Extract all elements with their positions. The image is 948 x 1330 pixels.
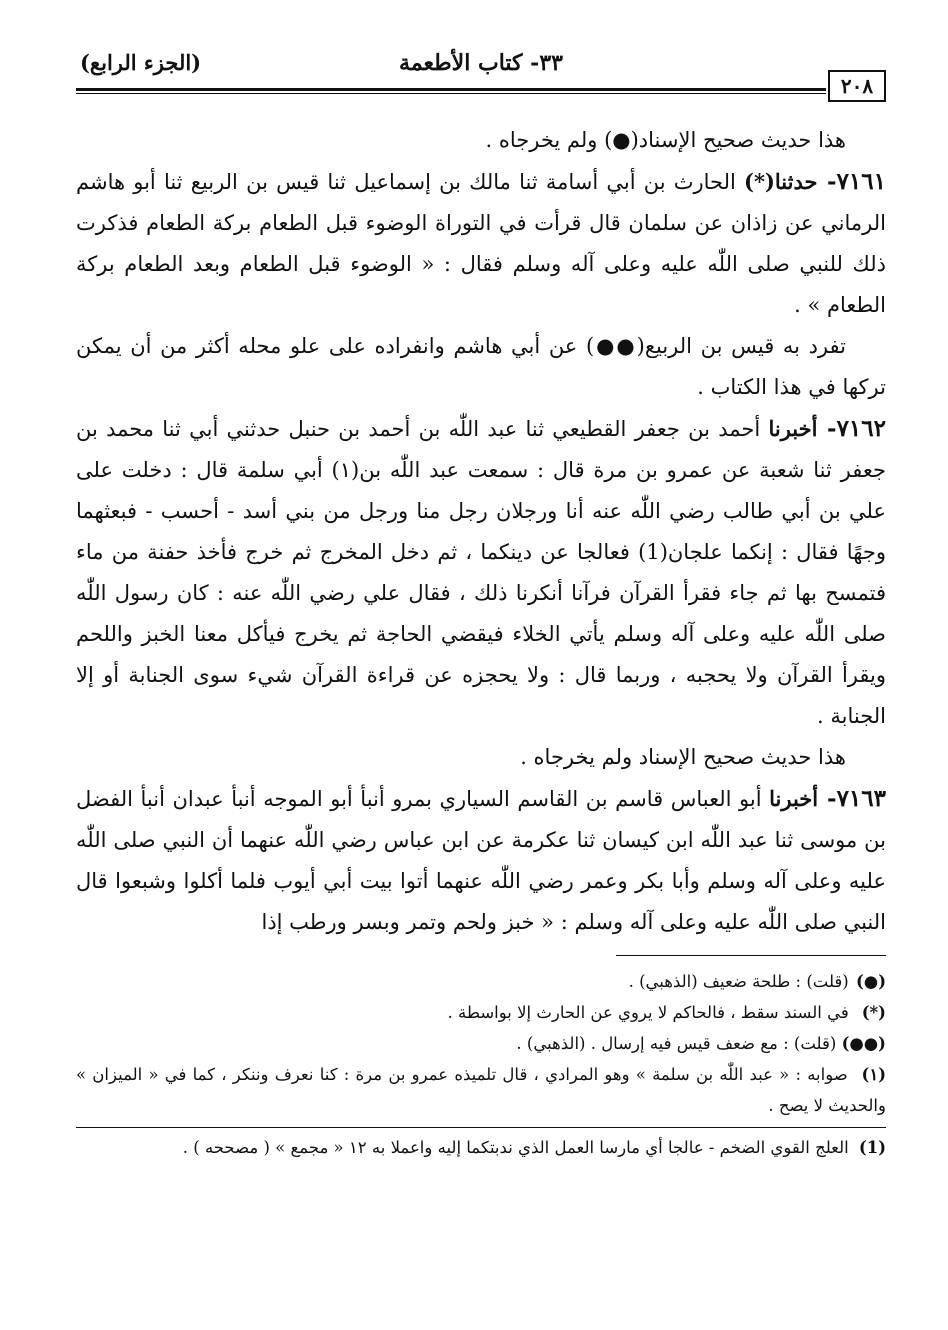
page-header — [76, 48, 886, 100]
editor-note — [76, 1132, 886, 1163]
hadith-7162 — [76, 408, 886, 737]
hadith-number: ٧١٦١- — [817, 168, 886, 195]
hadith-text: أبو العباس قاسم بن القاسم السياري بمرو أنبأ أبو الموجه أنبأ عبدان أنبأ الفضل بن موسى ثنا عبد اللّٰه ابن كيسان ثنا عكرمة عن ابن عباس رضي اللّٰه عنهما أن النبي صلى اللّٰه عليه وعلى آله وسلم وأبا بكر وعمر رضي اللّٰه عنهما أتوا بيت أبي أيوب فلما أكلوا وشبعوا قال النبي صلى اللّٰه عليه وعلى آله وسلم : « خبز ولحم وتمر وبسر ورطب إذا — [76, 787, 886, 934]
hadith-number: ٧١٦٣- — [818, 785, 886, 812]
footnote-marker: (1) — [858, 1138, 886, 1157]
main-text — [76, 120, 886, 943]
footnote-text: صوابه : « عبد اللّٰه بن سلمة » وهو المرادي ، قال تلميذه عمرو بن مرة : كنا نعرف وننكر ، كما في « الميزان » والحديث لا يصح . — [76, 1065, 886, 1115]
footnote-text: (قلت) : طلحة ضعيف (الذهبي) . — [628, 972, 849, 991]
hadith-opening: أخبرنا — [769, 786, 819, 811]
hadith-7161 — [76, 161, 886, 326]
hadith-opening: حدثنا(*) — [744, 169, 818, 194]
hadith-text: أحمد بن جعفر القطيعي ثنا عبد اللّٰه بن أحمد بن حنبل حدثني أبي ثنا محمد بن جعفر ثنا شعبة عن عمرو بن مرة قال : سمعت عبد اللّٰه بن(١) أبي سلمة قال : دخلت على علي بن أبي طالب رضي اللّٰه عنه أنا ورجلان رجل منا ورجل من بني أسد - أحسب - فبعثهما وجهًا فقال : إنكما علجان(1) فعالجا عن دينكما ، ثم دخل المخرج ثم خرج فأخذ حفنة من ماء فتمسح بها ثم جاء فقرأ القرآن فرآنا أنكرنا ذلك ، فقال علي رضي اللّٰه عنه : كان رسول اللّٰه صلى اللّٰه عليه وعلى آله وسلم يأتي الخلاء فيقضي الحاجة ثم يخرج فيأكل معنا الخبز واللحم ويقرأ القرآن ولا يحجبه ، وربما قال : ولا يحجزه عن قراءة القرآن شيء سوى الجنابة أو إلا الجنابة . — [76, 417, 886, 728]
grading-note-1: هذا حديث صحيح الإسناد(●) ولم يخرجاه . — [485, 128, 846, 152]
hadith-opening: أخبرنا — [768, 416, 818, 441]
footnote-marker: (●●) — [841, 1034, 886, 1053]
footnote — [76, 1028, 886, 1059]
book-page — [76, 48, 886, 1298]
volume-label: (الجزء الرابع) — [80, 50, 202, 75]
editor-note-rule — [76, 1127, 886, 1128]
hadith-text: الحارث بن أبي أسامة ثنا مالك بن إسماعيل ثنا قيس بن الربيع ثنا أبو هاشم الرماني عن زاذان عن سلمان قال قرأت في التوراة الوضوء قبل الطعام بركة الطعام فذكرت ذلك للنبي صلى اللّٰه عليه وعلى آله وسلم فقال : « الوضوء قبل الطعام وبعد الطعام بركة الطعام » . — [76, 170, 886, 317]
hadith-number: ٧١٦٢- — [817, 415, 886, 442]
footnote-rule — [616, 955, 886, 956]
footnote-text: في السند سقط ، فالحاكم لا يروي عن الحارث إلا بواسطة . — [447, 1003, 849, 1022]
footnote — [76, 966, 886, 997]
page-number: ٢٠٨ — [828, 70, 886, 102]
footnote-marker: (●) — [855, 972, 886, 991]
header-rule — [76, 88, 826, 94]
hadith-7163 — [76, 778, 886, 943]
footnote — [76, 1059, 886, 1121]
footnotes — [76, 966, 886, 1163]
footnote-marker: (*) — [861, 1003, 886, 1022]
footnote-text: العلج القوي الضخم - عالجا أي مارسا العمل الذي ندبتكما إليه واعملا به ١٢ « مجمع » ( مصححه ) . — [182, 1138, 849, 1157]
footnote-text: (قلت) : مع ضعف قيس فيه إرسال . (الذهبي) . — [516, 1034, 837, 1053]
chapter-title: ٣٣- كتاب الأطعمة — [399, 50, 563, 76]
footnote — [76, 997, 886, 1028]
footnote-marker: (١) — [861, 1065, 886, 1084]
grading-note-2: هذا حديث صحيح الإسناد ولم يخرجاه . — [520, 745, 846, 769]
commentary-note: تفرد به قيس بن الربيع(●●) عن أبي هاشم وانفراده على علو محله أكثر من أن يمكن تركها في هذا الكتاب . — [76, 334, 886, 399]
